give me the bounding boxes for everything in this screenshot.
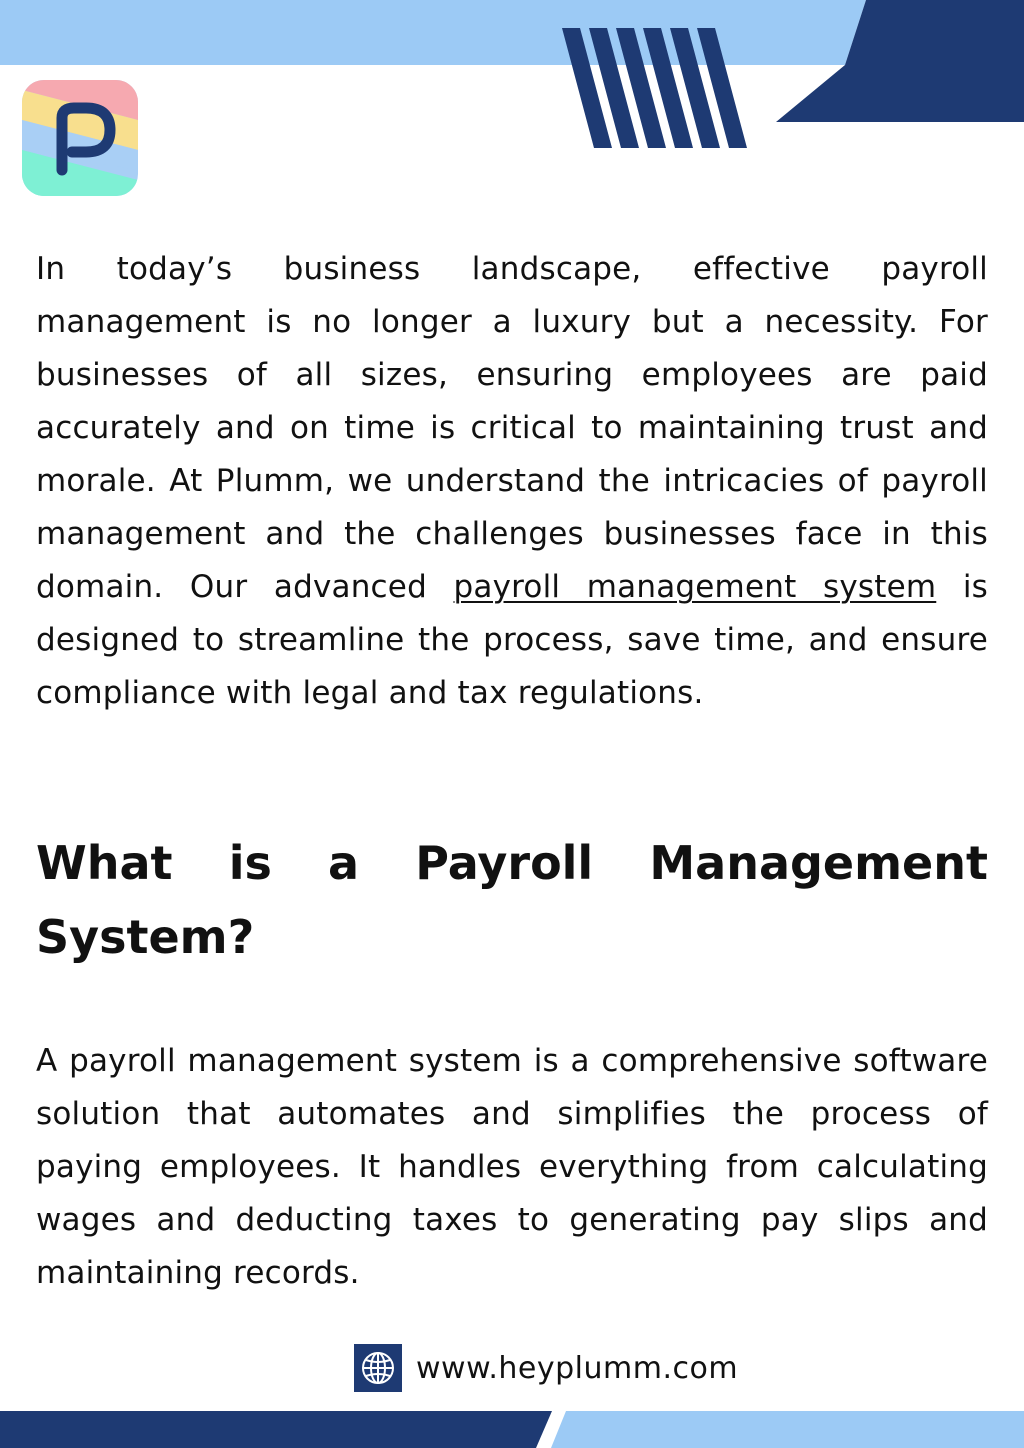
footer-decoration bbox=[0, 1404, 1024, 1448]
intro-text-end: is designed to streamline the process, save time, and ensure compliance with legal and tax regulations. bbox=[36, 569, 988, 711]
plumm-logo bbox=[22, 80, 138, 196]
header-decoration bbox=[0, 0, 1024, 150]
intro-paragraph bbox=[36, 243, 988, 720]
footer-light-blue-band bbox=[551, 1411, 1024, 1448]
payroll-system-link[interactable]: payroll management system bbox=[453, 569, 937, 605]
website-url: www.heyplumm.com bbox=[416, 1350, 739, 1386]
intro-text-start: In today’s business landscape, effective payroll management is no longer a luxury but a necessity. For businesses of all sizes, ensuring employees are paid accurately and on time is critical to maintaining trust and morale. At Plumm, we understand the intricacies of payroll management and the challenges businesses face in this domain. Our advanced bbox=[36, 251, 988, 605]
website-link[interactable] bbox=[354, 1344, 738, 1392]
section-heading: What is a Payroll Management System? bbox=[36, 836, 988, 964]
section-body: A payroll management system is a comprehensive software solution that automates and simplifies the process of paying employees. It handles everything from calculating wages and deducting taxes to generating pay slips and maintaining records. bbox=[36, 1043, 988, 1291]
globe-icon bbox=[354, 1344, 402, 1392]
footer-navy-band bbox=[0, 1411, 552, 1448]
header-light-blue-band bbox=[0, 0, 866, 65]
